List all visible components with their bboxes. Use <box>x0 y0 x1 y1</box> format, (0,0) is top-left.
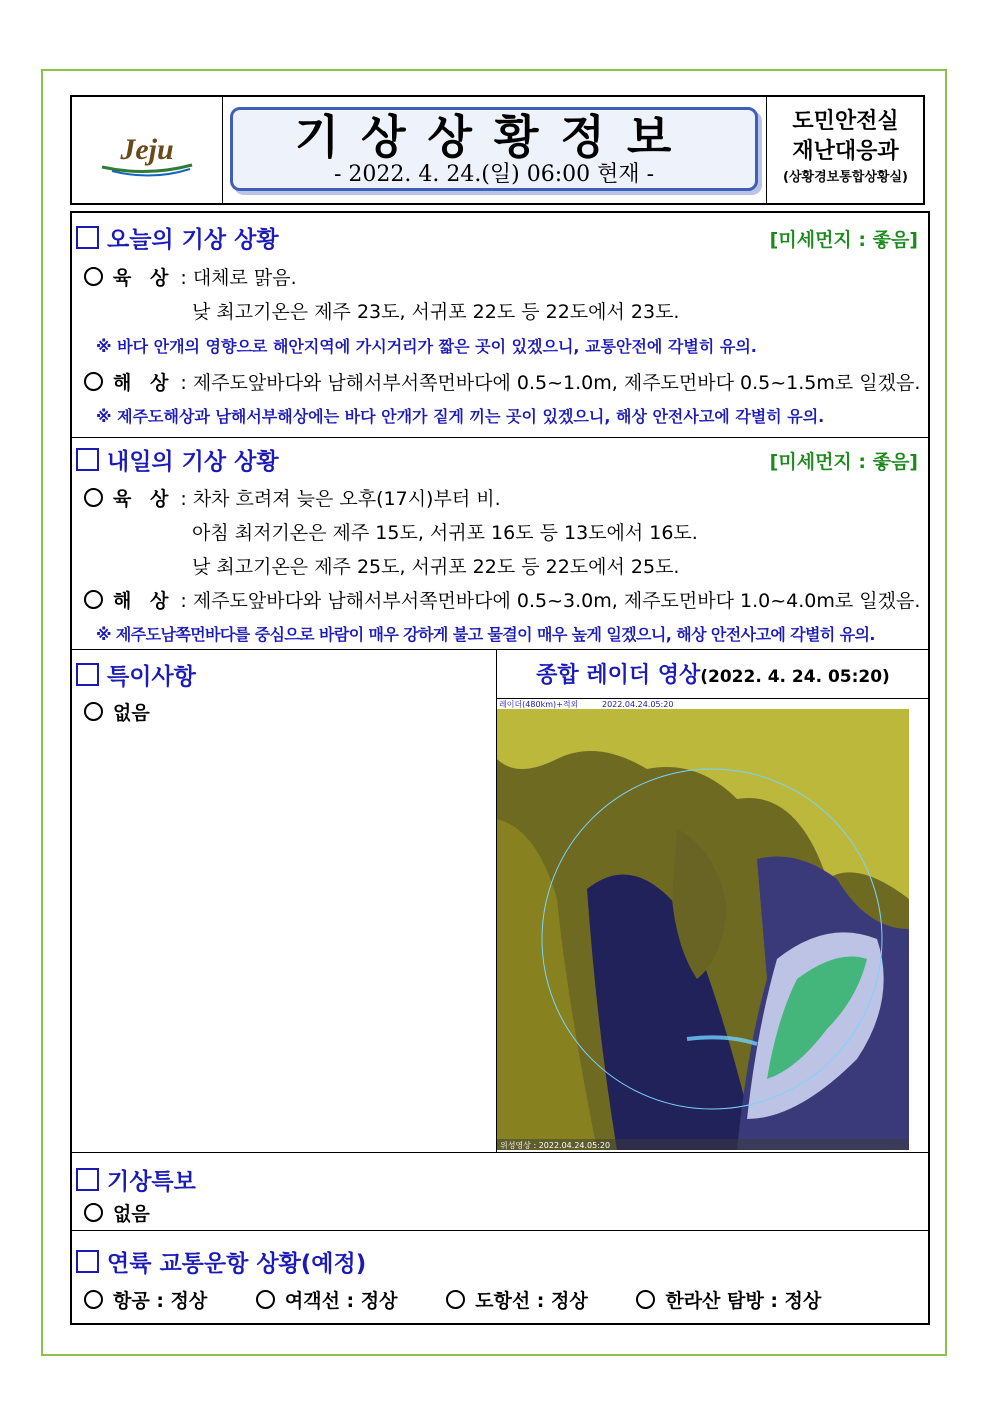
circle-bullet-icon <box>84 1203 103 1222</box>
header <box>70 95 925 205</box>
special-section <box>72 650 928 1153</box>
today-sea-note: ※ 제주도해상과 남해서부해상에는 바다 안개가 짙게 끼는 곳이 있겠으니, 해상 안전사고에 각별히 유의. <box>96 407 825 426</box>
title-box <box>230 107 758 191</box>
radar-overlay-time: 2022.04.24.05:20 <box>602 700 674 709</box>
traffic-heading: 연륙 교통운항 상황(예정) <box>76 1245 366 1278</box>
special-item: 없음 <box>84 698 150 725</box>
today-land-line: 육 상 : 대체로 맑음. <box>84 263 297 290</box>
today-heading: 오늘의 기상 상황 <box>76 221 279 254</box>
today-section <box>72 213 928 438</box>
circle-bullet-icon <box>636 1290 655 1309</box>
tomorrow-land-min: 아침 최저기온은 제주 15도, 서귀포 16도 등 13도에서 16도. <box>192 522 698 544</box>
circle-bullet-icon <box>256 1290 275 1309</box>
checkbox-icon <box>76 1250 99 1273</box>
tomorrow-land-line: 육 상 : 차차 흐려져 늦은 오후(17시)부터 비. <box>84 484 501 511</box>
dept-line1: 도민안전실 <box>792 109 899 134</box>
report-date: - 2022. 4. 24.(일) 06:00 현재 - <box>333 162 655 187</box>
circle-bullet-icon <box>84 488 103 507</box>
tomorrow-pm-status: [미세먼지 : 좋음] <box>769 451 918 473</box>
tomorrow-section <box>72 438 928 650</box>
today-pm-status: [미세먼지 : 좋음] <box>769 229 918 251</box>
tomorrow-sea-note: ※ 제주도남쪽먼바다를 중심으로 바람이 매우 강하게 불고 물결이 매우 높게 일겠으니, 해상 안전사고에 각별히 유의. <box>96 625 875 644</box>
today-land-note: ※ 바다 안개의 영향으로 해안지역에 가시거리가 짧은 곳이 있겠으니, 교통안전에 각별히 유의. <box>96 337 757 356</box>
report-body <box>70 211 930 1325</box>
radar-map-icon <box>497 699 909 1150</box>
circle-bullet-icon <box>84 372 103 391</box>
radar-title: 종합 레이더 영상(2022. 4. 24. 05:20) <box>536 663 890 688</box>
circle-bullet-icon <box>84 267 103 286</box>
traffic-item-hallasan: 한라산 탐방 : 정상 <box>636 1290 821 1312</box>
traffic-status-row <box>84 1286 821 1313</box>
radar-overlay-bottom: 위성영상 : 2022.04.24.05:20 <box>500 1141 611 1150</box>
jeju-logo-icon <box>72 97 222 203</box>
jeju-logo-text: Jeju <box>120 133 174 166</box>
dept-line3: (상황경보통합상황실) <box>783 170 908 185</box>
traffic-item-ferry: 여객선 : 정상 <box>256 1290 398 1312</box>
department <box>766 97 924 203</box>
today-land-temp: 낮 최고기온은 제주 23도, 서귀포 22도 등 22도에서 23도. <box>192 301 680 323</box>
page-title: 기상상황정보 <box>294 110 694 164</box>
traffic-item-air: 항공 : 정상 <box>84 1290 207 1312</box>
checkbox-icon <box>76 226 99 249</box>
jeju-logo <box>72 97 223 203</box>
traffic-item-island-ferry: 도항선 : 정상 <box>446 1290 588 1312</box>
tomorrow-sea-line: 해 상 : 제주도앞바다와 남해서부서쪽먼바다에 0.5~3.0m, 제주도먼바다 1.0~4.0m로 일겠음. <box>84 586 920 613</box>
traffic-section <box>72 1231 928 1323</box>
dept-line2: 재난대응과 <box>792 139 899 164</box>
tomorrow-land-max: 낮 최고기온은 제주 25도, 서귀포 22도 등 22도에서 25도. <box>192 556 680 578</box>
checkbox-icon <box>76 663 99 686</box>
circle-bullet-icon <box>84 590 103 609</box>
circle-bullet-icon <box>446 1290 465 1309</box>
warning-heading: 기상특보 <box>76 1163 196 1196</box>
radar-overlay-top: 레이더(480km)+적외 <box>499 700 579 709</box>
checkbox-icon <box>76 448 99 471</box>
today-sea-line: 해 상 : 제주도앞바다와 남해서부서쪽먼바다에 0.5~1.0m, 제주도먼바다 0.5~1.5m로 일겠음. <box>84 368 920 395</box>
warning-section <box>72 1153 928 1231</box>
warning-item: 없음 <box>84 1199 150 1226</box>
circle-bullet-icon <box>84 702 103 721</box>
radar-image <box>497 699 909 1150</box>
special-heading: 특이사항 <box>76 658 196 691</box>
circle-bullet-icon <box>84 1290 103 1309</box>
checkbox-icon <box>76 1168 99 1191</box>
tomorrow-heading: 내일의 기상 상황 <box>76 443 279 476</box>
